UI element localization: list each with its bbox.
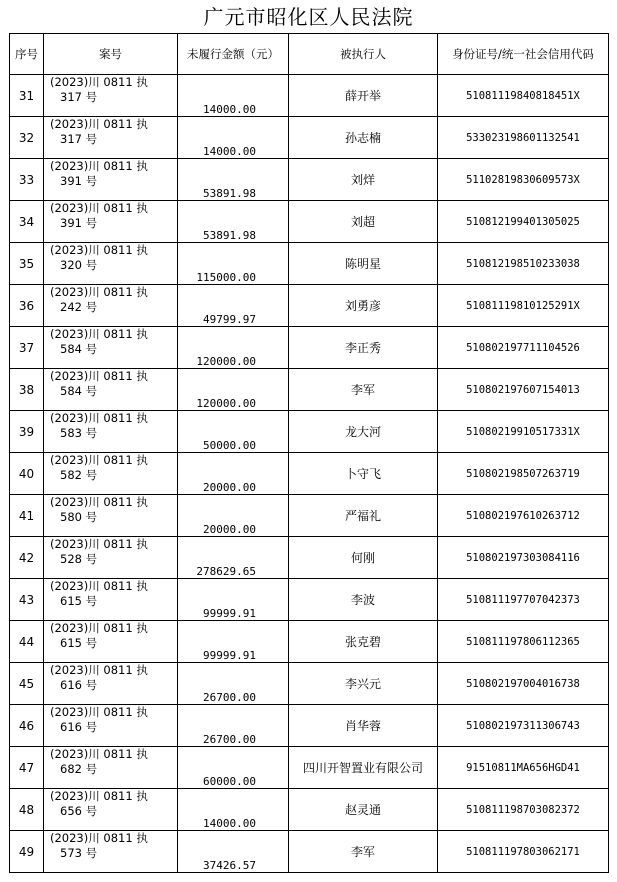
case-no-line2: 682 号 xyxy=(60,762,98,776)
page-title: 广元市昭化区人民法院 xyxy=(203,5,414,29)
row-party: 刘勇彦 xyxy=(289,285,438,327)
row-party: 刘烊 xyxy=(289,159,438,201)
row-party: 张克碧 xyxy=(289,621,438,663)
row-amount: 50000.00 xyxy=(178,411,289,453)
table-row xyxy=(10,75,609,117)
row-seq: 41 xyxy=(10,495,44,537)
row-seq: 39 xyxy=(10,411,44,453)
row-case-no xyxy=(44,789,178,831)
row-id-code: 510802197004016738 xyxy=(438,663,609,705)
row-case-no xyxy=(44,117,178,159)
case-no-line1: (2023)川 0811 执 xyxy=(50,495,148,509)
case-no-line1: (2023)川 0811 执 xyxy=(50,75,148,89)
case-no-line1: (2023)川 0811 执 xyxy=(50,453,148,467)
row-amount: 120000.00 xyxy=(178,369,289,411)
table-header-row xyxy=(10,34,609,75)
row-amount: 99999.91 xyxy=(178,579,289,621)
row-case-no xyxy=(44,159,178,201)
case-no-line1: (2023)川 0811 执 xyxy=(50,537,148,551)
table-row xyxy=(10,537,609,579)
row-amount: 26700.00 xyxy=(178,705,289,747)
case-no-line2: 242 号 xyxy=(60,300,98,314)
table-row xyxy=(10,201,609,243)
row-case-no xyxy=(44,285,178,327)
table-row xyxy=(10,453,609,495)
row-party: 李军 xyxy=(289,831,438,873)
case-no-line1: (2023)川 0811 执 xyxy=(50,243,148,257)
row-id-code: 533023198601132541 xyxy=(438,117,609,159)
row-seq: 44 xyxy=(10,621,44,663)
row-case-no xyxy=(44,369,178,411)
case-no-line1: (2023)川 0811 执 xyxy=(50,327,148,341)
table-row xyxy=(10,705,609,747)
row-amount: 53891.98 xyxy=(178,159,289,201)
row-amount: 49799.97 xyxy=(178,285,289,327)
row-case-no xyxy=(44,537,178,579)
row-id-code: 51081119810125291X xyxy=(438,285,609,327)
row-party: 严福礼 xyxy=(289,495,438,537)
row-amount: 20000.00 xyxy=(178,495,289,537)
row-case-no xyxy=(44,621,178,663)
case-no-line2: 616 号 xyxy=(60,678,98,692)
row-id-code: 510802197711104526 xyxy=(438,327,609,369)
row-case-no xyxy=(44,327,178,369)
table-row xyxy=(10,243,609,285)
table-row xyxy=(10,369,609,411)
row-seq: 42 xyxy=(10,537,44,579)
row-id-code: 510812199401305025 xyxy=(438,201,609,243)
row-amount: 20000.00 xyxy=(178,453,289,495)
row-case-no xyxy=(44,705,178,747)
row-case-no xyxy=(44,453,178,495)
row-id-code: 510802197303084116 xyxy=(438,537,609,579)
case-no-line2: 656 号 xyxy=(60,804,98,818)
row-party: 薛开举 xyxy=(289,75,438,117)
row-amount: 14000.00 xyxy=(178,117,289,159)
row-party: 何刚 xyxy=(289,537,438,579)
case-no-line1: (2023)川 0811 执 xyxy=(50,285,148,299)
row-party: 四川开智置业有限公司 xyxy=(289,747,438,789)
row-party: 肖华蓉 xyxy=(289,705,438,747)
row-seq: 33 xyxy=(10,159,44,201)
table-row xyxy=(10,117,609,159)
case-no-line1: (2023)川 0811 执 xyxy=(50,579,148,593)
table-row xyxy=(10,495,609,537)
case-no-line1: (2023)川 0811 执 xyxy=(50,201,148,215)
row-id-code: 510811198703082372 xyxy=(438,789,609,831)
row-case-no xyxy=(44,663,178,705)
header-amount: 未履行金额（元） xyxy=(178,34,289,75)
case-no-line1: (2023)川 0811 执 xyxy=(50,831,148,845)
row-case-no xyxy=(44,75,178,117)
row-amount: 278629.65 xyxy=(178,537,289,579)
header-case-no: 案号 xyxy=(44,34,178,75)
row-id-code: 51080219910517331X xyxy=(438,411,609,453)
row-case-no xyxy=(44,831,178,873)
row-amount: 99999.91 xyxy=(178,621,289,663)
case-no-line2: 584 号 xyxy=(60,384,98,398)
row-party: 龙大河 xyxy=(289,411,438,453)
row-party: 李兴元 xyxy=(289,663,438,705)
row-id-code: 91510811MA656HGD41 xyxy=(438,747,609,789)
table-row xyxy=(10,663,609,705)
case-no-line1: (2023)川 0811 执 xyxy=(50,117,148,131)
row-seq: 36 xyxy=(10,285,44,327)
case-no-line1: (2023)川 0811 执 xyxy=(50,789,148,803)
row-seq: 48 xyxy=(10,789,44,831)
row-party: 李军 xyxy=(289,369,438,411)
table-row xyxy=(10,159,609,201)
row-case-no xyxy=(44,579,178,621)
row-case-no xyxy=(44,411,178,453)
row-amount: 115000.00 xyxy=(178,243,289,285)
row-id-code: 510802197610263712 xyxy=(438,495,609,537)
case-no-line2: 582 号 xyxy=(60,468,98,482)
header-party: 被执行人 xyxy=(289,34,438,75)
table-row xyxy=(10,621,609,663)
row-id-code: 51081119840818451X xyxy=(438,75,609,117)
row-case-no xyxy=(44,201,178,243)
table-row xyxy=(10,789,609,831)
row-amount: 14000.00 xyxy=(178,75,289,117)
case-no-line2: 317 号 xyxy=(60,90,98,104)
row-seq: 34 xyxy=(10,201,44,243)
case-no-line2: 584 号 xyxy=(60,342,98,356)
table-row xyxy=(10,411,609,453)
row-seq: 47 xyxy=(10,747,44,789)
header-seq: 序号 xyxy=(10,34,44,75)
table-row xyxy=(10,831,609,873)
case-no-line2: 616 号 xyxy=(60,720,98,734)
row-seq: 32 xyxy=(10,117,44,159)
row-seq: 40 xyxy=(10,453,44,495)
case-no-line2: 317 号 xyxy=(60,132,98,146)
table-row xyxy=(10,327,609,369)
row-seq: 45 xyxy=(10,663,44,705)
case-no-line2: 320 号 xyxy=(60,258,98,272)
row-party: 卜守飞 xyxy=(289,453,438,495)
row-amount: 60000.00 xyxy=(178,747,289,789)
table-row xyxy=(10,579,609,621)
header-id-code: 身份证号/统一社会信用代码 xyxy=(438,34,609,75)
row-id-code: 510802198507263719 xyxy=(438,453,609,495)
row-id-code: 510802197607154013 xyxy=(438,369,609,411)
case-no-line2: 580 号 xyxy=(60,510,98,524)
case-no-line1: (2023)川 0811 执 xyxy=(50,369,148,383)
case-no-line1: (2023)川 0811 执 xyxy=(50,159,148,173)
case-no-line2: 391 号 xyxy=(60,216,98,230)
row-id-code: 510812198510233038 xyxy=(438,243,609,285)
row-seq: 49 xyxy=(10,831,44,873)
row-seq: 31 xyxy=(10,75,44,117)
row-party: 李波 xyxy=(289,579,438,621)
row-id-code: 510802197311306743 xyxy=(438,705,609,747)
case-no-line2: 583 号 xyxy=(60,426,98,440)
row-case-no xyxy=(44,243,178,285)
case-no-line1: (2023)川 0811 执 xyxy=(50,663,148,677)
case-no-line1: (2023)川 0811 执 xyxy=(50,705,148,719)
row-id-code: 510811197707042373 xyxy=(438,579,609,621)
row-seq: 38 xyxy=(10,369,44,411)
row-party: 赵灵通 xyxy=(289,789,438,831)
row-id-code: 510811197803062171 xyxy=(438,831,609,873)
table-row xyxy=(10,285,609,327)
row-party: 陈明星 xyxy=(289,243,438,285)
row-party: 孙志楠 xyxy=(289,117,438,159)
case-no-line2: 391 号 xyxy=(60,174,98,188)
case-no-line2: 615 号 xyxy=(60,594,98,608)
row-seq: 43 xyxy=(10,579,44,621)
row-amount: 37426.57 xyxy=(178,831,289,873)
case-no-line2: 573 号 xyxy=(60,846,98,860)
row-party: 刘超 xyxy=(289,201,438,243)
row-case-no xyxy=(44,495,178,537)
row-amount: 53891.98 xyxy=(178,201,289,243)
row-id-code: 510811197806112365 xyxy=(438,621,609,663)
case-no-line1: (2023)川 0811 执 xyxy=(50,747,148,761)
row-id-code: 51102819830609573X xyxy=(438,159,609,201)
row-amount: 26700.00 xyxy=(178,663,289,705)
row-amount: 120000.00 xyxy=(178,327,289,369)
enforcement-table xyxy=(9,33,609,873)
case-no-line2: 615 号 xyxy=(60,636,98,650)
row-seq: 35 xyxy=(10,243,44,285)
row-amount: 14000.00 xyxy=(178,789,289,831)
row-seq: 46 xyxy=(10,705,44,747)
table-row xyxy=(10,747,609,789)
case-no-line1: (2023)川 0811 执 xyxy=(50,621,148,635)
row-case-no xyxy=(44,747,178,789)
row-party: 李正秀 xyxy=(289,327,438,369)
row-seq: 37 xyxy=(10,327,44,369)
case-no-line2: 528 号 xyxy=(60,552,98,566)
case-no-line1: (2023)川 0811 执 xyxy=(50,411,148,425)
